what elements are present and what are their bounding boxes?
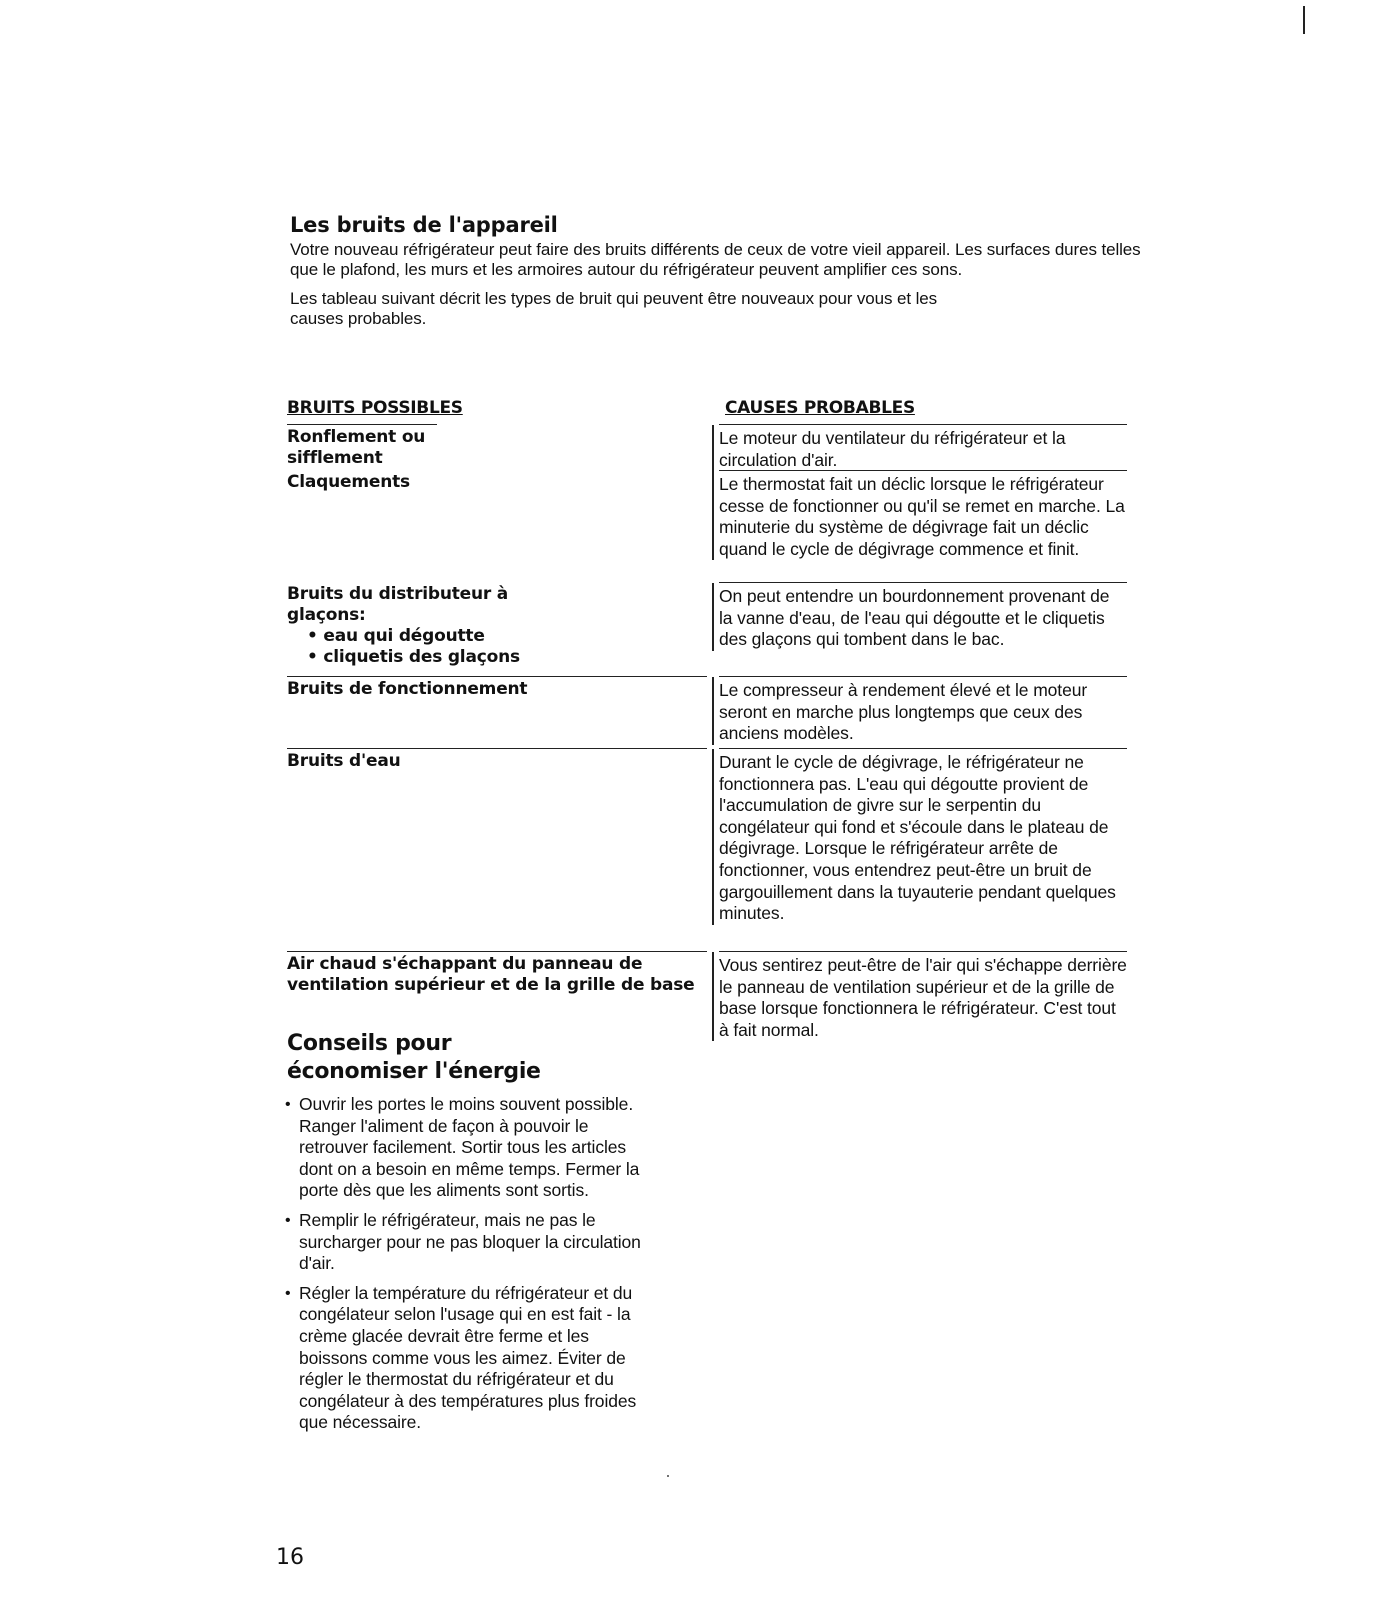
noise-label: Bruits d'eau [287,751,401,771]
table-row [287,951,1127,1041]
noise-label: Ronflement ou sifflement [287,427,426,468]
cause-cell: Durant le cycle de dégivrage, le réfrigérateur ne fonctionnera pas. L'eau qui dégoutte provient de l'accumulation de givre sur le serpentin du congélateur qui fond et s'écoule dans le plateau de dégivrage. Lorsque le réfrigérateur arrête de fonctionner, vous entendrez peut-être un bruit de gargouillement dans la tuyauterie pendant quelques minutes. [719,748,1127,925]
cause-cell: On peut entendre un bourdonnement provenant de la vanne d'eau, de l'eau qui dégoutte et le cliquetis des glaçons qui tombent dans le bac. [719,582,1127,651]
noise-sub-item: • eau qui dégoutte [307,626,485,646]
list-item [287,1094,659,1202]
noise-cell [287,748,707,772]
noise-cell [287,424,437,469]
cause-cell: Le thermostat fait un déclic lorsque le réfrigérateur cesse de fonctionner ou qu'il se remet en marche. La minuterie du système de dégivrage fait un déclic quand le cycle de dégivrage commence et finit. [719,470,1127,560]
tips-title: Conseils pour économiser l'énergie [287,1031,541,1084]
intro-paragraph-2: Les tableau suivant décrit les types de bruit qui peuvent être nouveaux pour vous et les causes probables. [290,289,938,328]
noise-label: Claquements [287,472,410,492]
noise-cell [287,676,707,700]
energy-tips-section [287,1030,667,1442]
noise-label: Bruits de fonctionnement [287,679,528,699]
cause-cell: Le compresseur à rendement élevé et le moteur seront en marche plus longtemps que ceux des anciens modèles. [719,676,1127,745]
cause-cell: Vous sentirez peut-être de l'air qui s'échappe derrière le panneau de ventilation supérieur et de la grille de base lorsque fonctionnera le réfrigérateur. C'est tout à fait normal. [719,951,1127,1041]
table-header [287,396,1127,424]
noise-table [287,396,1127,1041]
list-item [287,1283,659,1434]
noise-sub-item: • cliquetis des glaçons [307,647,520,667]
scan-edge-mark [1303,6,1305,34]
noise-cell [287,951,707,996]
page-number: 16 [276,1545,304,1570]
noise-cell [287,470,707,493]
tip-text: Remplir le réfrigérateur, mais ne pas le surcharger pour ne pas bloquer la circulation d'air. [299,1209,641,1274]
bullet-icon: • [285,1284,291,1302]
tip-text: Régler la température du réfrigérateur et du congélateur selon l'usage qui en est fait - la crème glacée devrait être ferme et les boissons comme vous les aimez. Éviter de régler le thermostat du réfrigérateur et du congélateur à des températures plus froides que nécessaire. [299,1282,637,1433]
section-title: Les bruits de l'appareil [290,213,558,237]
noise-label: Bruits du distributeur à glaçons: [287,584,509,625]
list-item [287,1210,659,1275]
cause-cell: Le moteur du ventilateur du réfrigérateur et la circulation d'air. [719,424,1127,471]
tips-list [287,1094,667,1434]
tip-text: Ouvrir les portes le moins souvent possible. Ranger l'aliment de façon à pouvoir le retrouver facilement. Sortir tous les articles dont on a besoin en même temps. Fermer la porte dès que les aliments sont sortis. [299,1094,640,1201]
noise-cell [287,582,527,668]
bullet-icon: • [285,1096,291,1113]
table-row [287,676,1127,748]
table-row [287,424,1127,470]
col-header-causes: CAUSES PROBABLES [725,398,915,418]
table-row [287,748,1127,951]
bullet-icon: • [285,1211,291,1229]
col-header-noises: BRUITS POSSIBLES [287,398,463,418]
noise-label: Air chaud s'échappant du panneau de ventilation supérieur et de la grille de base [287,954,695,995]
scan-speck [667,1475,669,1477]
intro-section [290,212,1150,329]
intro-paragraph-1: Votre nouveau réfrigérateur peut faire des bruits différents de ceux de votre vieil appareil. Les surfaces dures telles que le plafond, les murs et les armoires autour du réfrigérateur peuvent amplifier ces sons. [290,240,1141,279]
table-row [287,582,1127,676]
table-row [287,470,1127,582]
